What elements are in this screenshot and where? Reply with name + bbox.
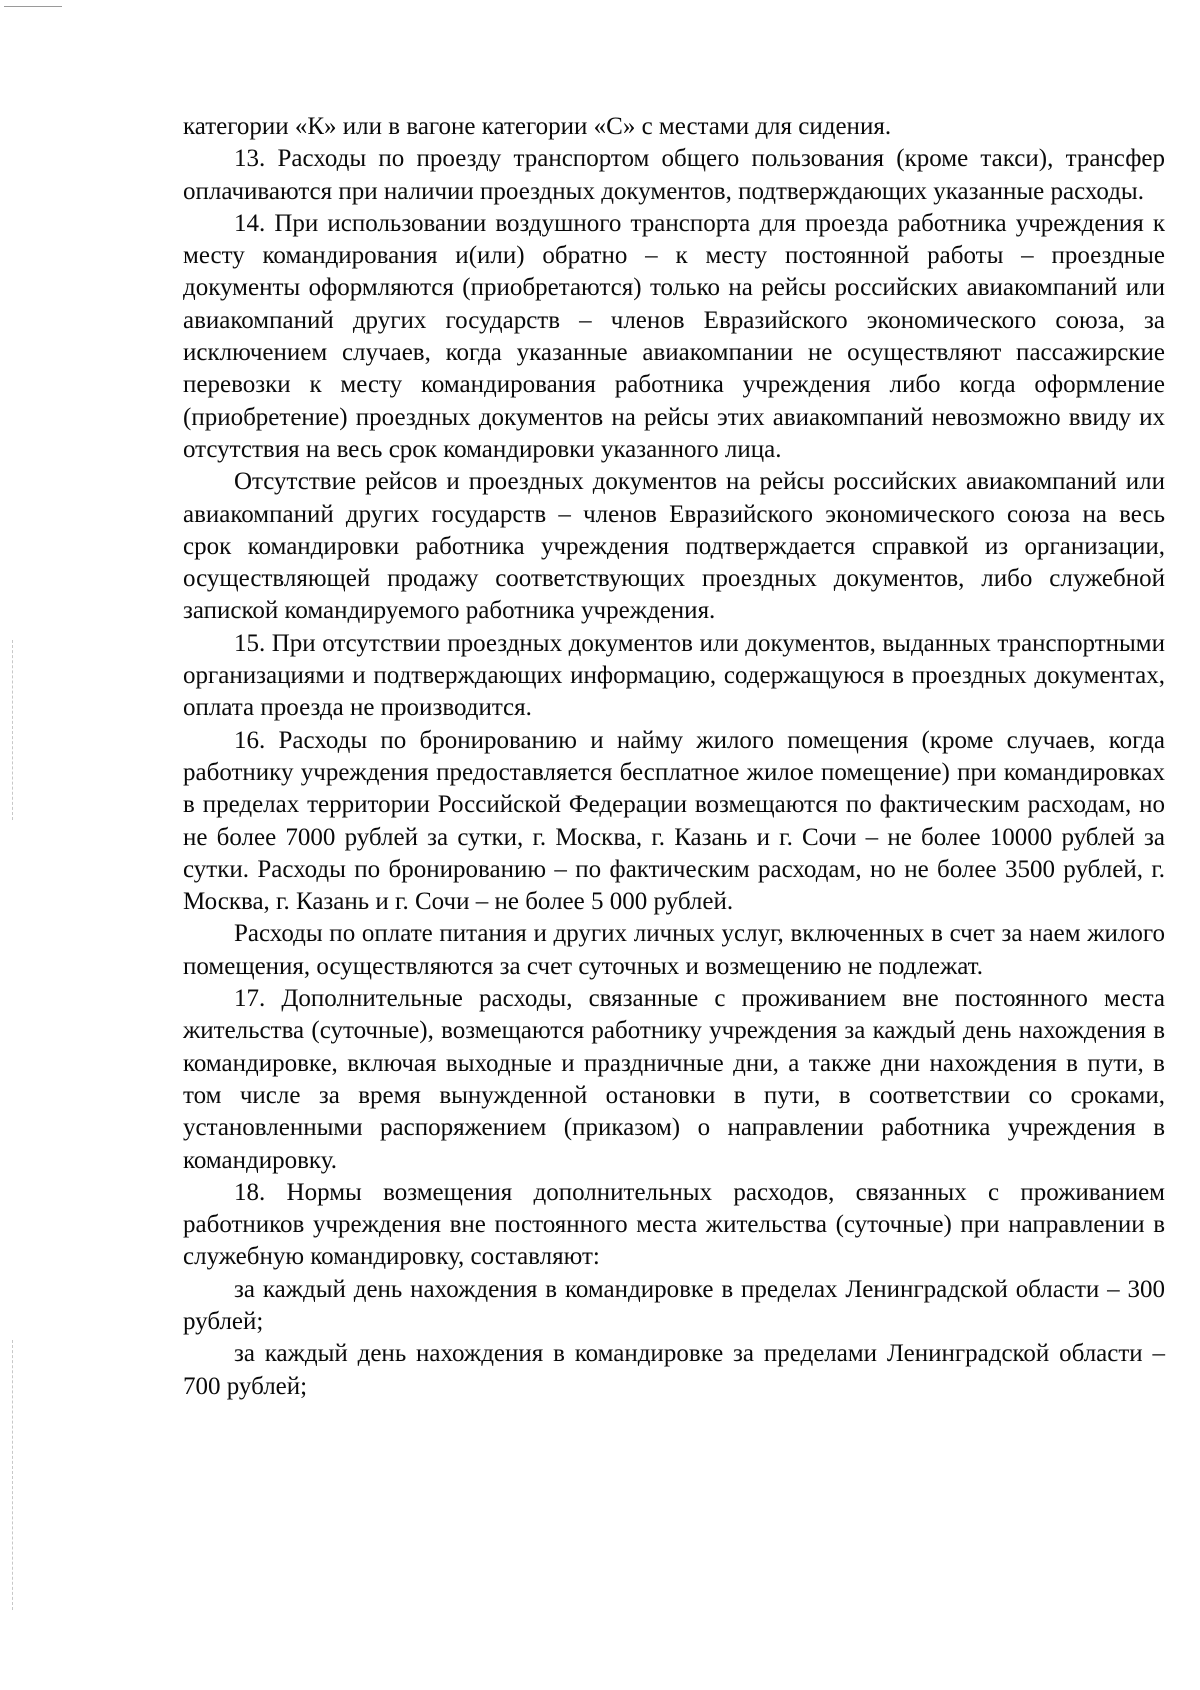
paragraph-p16: 16. Расходы по бронированию и найму жилого помещения (кроме случаев, когда работнику учреждения предоставляется бесплатное жилое помещение) при командировках в пределах территории Российской Федерации возмещаются по фактическим расходам, но не более 7000 рублей за сутки, г. Москва, г. Казань и г. Сочи – не более 10000 рублей за сутки. Расходы по бронированию – по фактическим расходам, но не более 3500 рублей, г. Москва, г. Казань и г. Сочи – не более 5 000 рублей. xyxy=(183,726,1165,916)
scan-margin-artifact xyxy=(12,1340,15,1610)
paragraph-p16-2: Расходы по оплате питания и других личных услуг, включенных в счет за наем жилого помещения, осуществляются за счет суточных и возмещению не подлежат. xyxy=(183,920,1165,980)
paragraph-p14: 14. При использовании воздушного транспорта для проезда работника учреждения к месту командирования и(или) обратно – к месту постоянной работы – проездные документы оформляются (приобретаются) только на рейсы российских авиакомпаний или авиакомпаний других государств – членов Евразийского экономического союза, за исключением случаев, когда указанные авиакомпании не осуществляют пассажирские перевозки к месту командирования работника учреждения либо когда оформление (приобретение) проездных документов на рейсы этих авиакомпаний невозможно ввиду их отсутствия на весь срок командировки указанного лица. xyxy=(183,209,1165,463)
document-body xyxy=(183,111,1165,1403)
paragraph-p14-2: Отсутствие рейсов и проездных документов на рейсы российских авиакомпаний или авиакомпаний других государств – членов Евразийского экономического союза на весь срок командировки работника учреждения подтверждается справкой из организации, осуществляющей продажу соответствующих проездных документов, либо служебной запиской командируемого работника учреждения. xyxy=(183,468,1165,625)
paragraph-p18-2: за каждый день нахождения в командировке за пределами Ленинградской области – 700 рублей; xyxy=(183,1340,1165,1400)
paragraph-p18-1: за каждый день нахождения в командировке в пределах Ленинградской области – 300 рублей; xyxy=(183,1275,1165,1335)
paragraph-p13: 13. Расходы по проезду транспортом общего пользования (кроме такси), трансфер оплачиваются при наличии проездных документов, подтверждающих указанные расходы. xyxy=(183,145,1165,205)
scan-margin-artifact xyxy=(12,640,15,820)
scan-edge-mark xyxy=(4,6,62,7)
paragraph-p15: 15. При отсутствии проездных документов или документов, выданных транспортными организациями и подтверждающих информацию, содержащуюся в проездных документах, оплата проезда не производится. xyxy=(183,629,1165,722)
paragraph-p12-tail: категории «К» или в вагоне категории «С» с местами для сидения. xyxy=(183,113,892,140)
paragraph-p18: 18. Нормы возмещения дополнительных расходов, связанных с проживанием работников учреждения вне постоянного места жительства (суточные) при направлении в служебную командировку, составляют: xyxy=(183,1178,1165,1271)
paragraph-p17: 17. Дополнительные расходы, связанные с проживанием вне постоянного места жительства (суточные), возмещаются работнику учреждения за каждый день нахождения в командировке, включая выходные и праздничные дни, а также дни нахождения в пути, в том числе за время вынужденной остановки в пути, в соответствии со сроками, установленными распоряжением (приказом) о направлении работника учреждения в командировку. xyxy=(183,985,1165,1174)
